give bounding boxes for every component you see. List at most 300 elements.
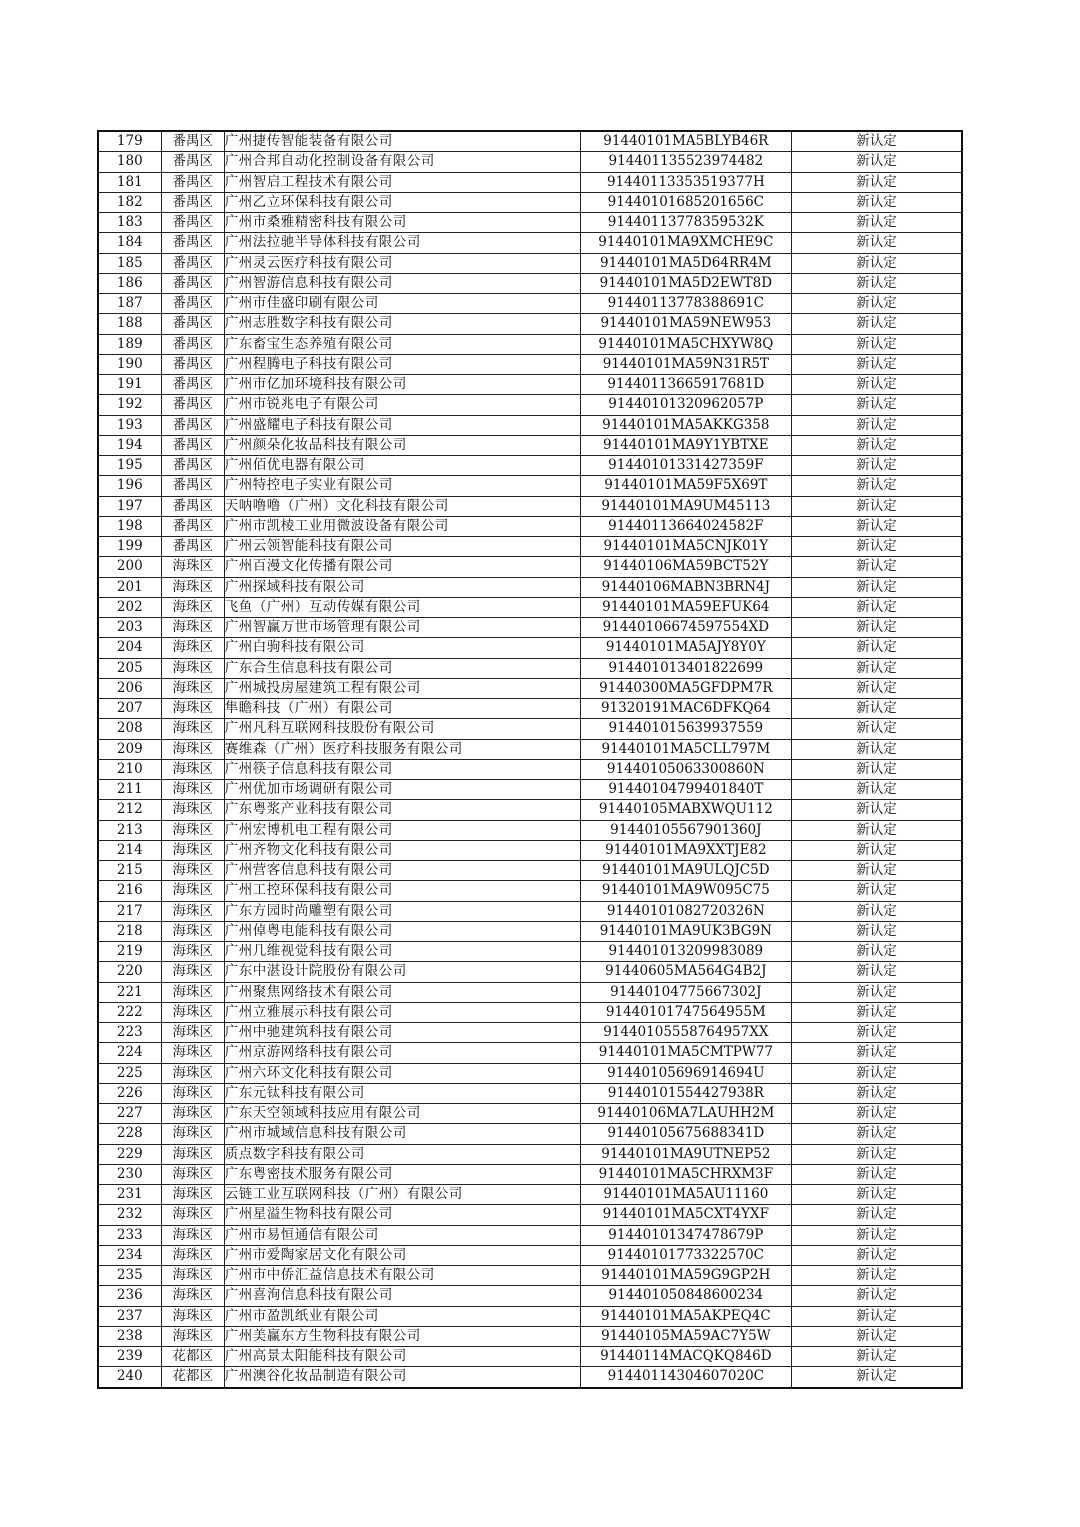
district-cell: 番禺区 [161, 314, 224, 334]
credit-code-cell: 91440101MA5AKKG358 [580, 415, 791, 435]
credit-code-cell: 91440101MA9ULQJC5D [580, 861, 791, 881]
status-cell: 新认定 [792, 942, 962, 962]
table-row [98, 1144, 962, 1164]
status-cell: 新认定 [792, 537, 962, 557]
table-row [98, 921, 962, 941]
credit-code-cell: 91440101MA59EFUK64 [580, 597, 791, 617]
table-row [98, 1367, 962, 1388]
district-cell: 海珠区 [161, 1306, 224, 1326]
district-cell: 海珠区 [161, 1063, 224, 1083]
status-cell: 新认定 [792, 557, 962, 577]
credit-code-cell: 91320191MAC6DFKQ64 [580, 699, 791, 719]
row-number: 233 [98, 1225, 161, 1245]
table-row [98, 1205, 962, 1225]
table-row [98, 1185, 962, 1205]
company-name-cell: 广州星溢生物科技有限公司 [224, 1205, 580, 1225]
status-cell: 新认定 [792, 1104, 962, 1124]
district-cell: 海珠区 [161, 759, 224, 779]
row-number: 221 [98, 982, 161, 1002]
company-name-cell: 广东粤浆产业科技有限公司 [224, 800, 580, 820]
company-name-cell: 隼瞻科技（广州）有限公司 [224, 699, 580, 719]
district-cell: 番禺区 [161, 395, 224, 415]
table-row [98, 152, 962, 172]
credit-code-cell: 91440114MACQKQ846D [580, 1347, 791, 1367]
district-cell: 海珠区 [161, 699, 224, 719]
table-row [98, 962, 962, 982]
table-row [98, 395, 962, 415]
company-name-cell: 广州市城域信息科技有限公司 [224, 1124, 580, 1144]
row-number: 227 [98, 1104, 161, 1124]
row-number: 220 [98, 962, 161, 982]
status-cell: 新认定 [792, 476, 962, 496]
table-row [98, 1124, 962, 1144]
credit-code-cell: 91440113353519377H [580, 172, 791, 192]
row-number: 210 [98, 759, 161, 779]
row-number: 215 [98, 861, 161, 881]
status-cell: 新认定 [792, 1023, 962, 1043]
row-number: 209 [98, 739, 161, 759]
row-number: 225 [98, 1063, 161, 1083]
table-row [98, 719, 962, 739]
credit-code-cell: 91440101MA9UM45113 [580, 496, 791, 516]
district-cell: 海珠区 [161, 678, 224, 698]
status-cell: 新认定 [792, 213, 962, 233]
district-cell: 番禺区 [161, 435, 224, 455]
row-number: 202 [98, 597, 161, 617]
company-name-cell: 广州智游信息科技有限公司 [224, 273, 580, 293]
status-cell: 新认定 [792, 840, 962, 860]
status-cell: 新认定 [792, 152, 962, 172]
district-cell: 海珠区 [161, 577, 224, 597]
row-number: 216 [98, 881, 161, 901]
credit-code-cell: 91440101MA5CLL797M [580, 739, 791, 759]
row-number: 199 [98, 537, 161, 557]
company-name-cell: 广东合生信息科技有限公司 [224, 658, 580, 678]
district-cell: 番禺区 [161, 192, 224, 212]
district-cell: 海珠区 [161, 1266, 224, 1286]
row-number: 230 [98, 1164, 161, 1184]
row-number: 206 [98, 678, 161, 698]
table-row [98, 213, 962, 233]
company-name-cell: 广州百漫文化传播有限公司 [224, 557, 580, 577]
district-cell: 番禺区 [161, 294, 224, 314]
company-name-cell: 广州乙立环保科技有限公司 [224, 192, 580, 212]
district-cell: 海珠区 [161, 861, 224, 881]
district-cell: 番禺区 [161, 537, 224, 557]
row-number: 211 [98, 780, 161, 800]
table-row [98, 901, 962, 921]
table-row [98, 557, 962, 577]
table-row [98, 1225, 962, 1245]
credit-code-cell: 91440106674597554XD [580, 618, 791, 638]
company-name-cell: 广州市亿加环境科技有限公司 [224, 375, 580, 395]
credit-code-cell: 91440106MABN3BRN4J [580, 577, 791, 597]
district-cell: 番禺区 [161, 354, 224, 374]
credit-code-cell: 91440300MA5GFDPM7R [580, 678, 791, 698]
credit-code-cell: 91440105MABXWQU112 [580, 800, 791, 820]
credit-code-cell: 91440101MA5D2EWT8D [580, 273, 791, 293]
district-cell: 海珠区 [161, 962, 224, 982]
district-cell: 海珠区 [161, 597, 224, 617]
table-row [98, 375, 962, 395]
credit-code-cell: 91440101MA59NEW953 [580, 314, 791, 334]
company-name-cell: 云链工业互联网科技（广州）有限公司 [224, 1185, 580, 1205]
company-name-cell: 广东粤密技术服务有限公司 [224, 1164, 580, 1184]
company-name-cell: 广州探域科技有限公司 [224, 577, 580, 597]
status-cell: 新认定 [792, 921, 962, 941]
credit-code-cell: 91440101MA9W095C75 [580, 881, 791, 901]
table-row [98, 1104, 962, 1124]
status-cell: 新认定 [792, 314, 962, 334]
row-number: 195 [98, 456, 161, 476]
row-number: 183 [98, 213, 161, 233]
district-cell: 海珠区 [161, 901, 224, 921]
status-cell: 新认定 [792, 901, 962, 921]
table-row [98, 1043, 962, 1063]
credit-code-cell: 91440113778359532K [580, 213, 791, 233]
district-cell: 番禺区 [161, 496, 224, 516]
row-number: 236 [98, 1286, 161, 1306]
table-row [98, 1164, 962, 1184]
status-cell: 新认定 [792, 192, 962, 212]
district-cell: 番禺区 [161, 172, 224, 192]
district-cell: 番禺区 [161, 253, 224, 273]
table-row [98, 456, 962, 476]
company-name-cell: 广东畜宝生态养殖有限公司 [224, 334, 580, 354]
credit-code-cell: 91440101MA5CHXYW8Q [580, 334, 791, 354]
credit-code-cell: 91440101MA5CHRXM3F [580, 1164, 791, 1184]
company-name-cell: 广州市爱陶家居文化有限公司 [224, 1245, 580, 1265]
credit-code-cell: 91440104775667302J [580, 982, 791, 1002]
company-name-cell: 广州中驰建筑科技有限公司 [224, 1023, 580, 1043]
company-name-cell: 广州合邦自动化控制设备有限公司 [224, 152, 580, 172]
status-cell: 新认定 [792, 1286, 962, 1306]
company-name-cell: 广州市佳盛印刷有限公司 [224, 294, 580, 314]
company-name-cell: 广州智启工程技术有限公司 [224, 172, 580, 192]
table-row [98, 800, 962, 820]
status-cell: 新认定 [792, 1347, 962, 1367]
status-cell: 新认定 [792, 1002, 962, 1022]
row-number: 235 [98, 1266, 161, 1286]
credit-code-cell: 91440101320962057P [580, 395, 791, 415]
status-cell: 新认定 [792, 1124, 962, 1144]
table-row [98, 476, 962, 496]
district-cell: 海珠区 [161, 1205, 224, 1225]
credit-code-cell: 91440101347478679P [580, 1225, 791, 1245]
company-name-cell: 广东中湛设计院股份有限公司 [224, 962, 580, 982]
row-number: 238 [98, 1326, 161, 1346]
row-number: 237 [98, 1306, 161, 1326]
table-row [98, 678, 962, 698]
credit-code-cell: 91440101MA5CXT4YXF [580, 1205, 791, 1225]
status-cell: 新认定 [792, 780, 962, 800]
district-cell: 海珠区 [161, 1245, 224, 1265]
status-cell: 新认定 [792, 131, 962, 152]
table-row [98, 1245, 962, 1265]
table-row [98, 415, 962, 435]
credit-code-cell: 91440105675688341D [580, 1124, 791, 1144]
row-number: 226 [98, 1083, 161, 1103]
company-name-cell: 赛维森（广州）医疗科技服务有限公司 [224, 739, 580, 759]
credit-code-cell: 91440101MA5AJY8Y0Y [580, 638, 791, 658]
status-cell: 新认定 [792, 577, 962, 597]
credit-code-cell: 91440101554427938R [580, 1083, 791, 1103]
table-row [98, 1083, 962, 1103]
row-number: 198 [98, 516, 161, 536]
table-row [98, 233, 962, 253]
company-name-cell: 广州市桑雅精密科技有限公司 [224, 213, 580, 233]
credit-code-cell: 91440101MA9XMCHE9C [580, 233, 791, 253]
company-name-cell: 广州颜朵化妆品科技有限公司 [224, 435, 580, 455]
company-name-cell: 广州宏博机电工程有限公司 [224, 820, 580, 840]
table-row [98, 131, 962, 152]
credit-code-cell: 914401013401822699 [580, 658, 791, 678]
district-cell: 海珠区 [161, 1326, 224, 1346]
status-cell: 新认定 [792, 233, 962, 253]
district-cell: 番禺区 [161, 516, 224, 536]
company-name-cell: 广东天空领域科技应用有限公司 [224, 1104, 580, 1124]
table-row [98, 1063, 962, 1083]
status-cell: 新认定 [792, 597, 962, 617]
credit-code-cell: 91440605MA564G4B2J [580, 962, 791, 982]
status-cell: 新认定 [792, 982, 962, 1002]
status-cell: 新认定 [792, 861, 962, 881]
row-number: 200 [98, 557, 161, 577]
table-row [98, 780, 962, 800]
district-cell: 番禺区 [161, 213, 224, 233]
credit-code-cell: 91440106MA59BCT52Y [580, 557, 791, 577]
table-row [98, 739, 962, 759]
district-cell: 海珠区 [161, 1124, 224, 1144]
row-number: 223 [98, 1023, 161, 1043]
table-row [98, 881, 962, 901]
company-name-cell: 广州美赢东方生物科技有限公司 [224, 1326, 580, 1346]
table-row [98, 537, 962, 557]
district-cell: 番禺区 [161, 131, 224, 152]
row-number: 231 [98, 1185, 161, 1205]
credit-code-cell: 91440104799401840T [580, 780, 791, 800]
company-name-cell: 广州云领智能科技有限公司 [224, 537, 580, 557]
table-row [98, 658, 962, 678]
company-name-cell: 广州聚焦网络技术有限公司 [224, 982, 580, 1002]
status-cell: 新认定 [792, 1063, 962, 1083]
row-number: 201 [98, 577, 161, 597]
table-row [98, 253, 962, 273]
district-cell: 海珠区 [161, 1185, 224, 1205]
status-cell: 新认定 [792, 699, 962, 719]
company-name-cell: 广州智赢万世市场管理有限公司 [224, 618, 580, 638]
table-row [98, 618, 962, 638]
status-cell: 新认定 [792, 759, 962, 779]
status-cell: 新认定 [792, 1144, 962, 1164]
row-number: 219 [98, 942, 161, 962]
credit-code-cell: 91440105558764957XX [580, 1023, 791, 1043]
row-number: 192 [98, 395, 161, 415]
district-cell: 海珠区 [161, 1023, 224, 1043]
status-cell: 新认定 [792, 962, 962, 982]
district-cell: 海珠区 [161, 658, 224, 678]
table-row [98, 496, 962, 516]
table-row [98, 294, 962, 314]
row-number: 208 [98, 719, 161, 739]
credit-code-cell: 91440101MA5CMTPW77 [580, 1043, 791, 1063]
company-name-cell: 广州特控电子实业有限公司 [224, 476, 580, 496]
district-cell: 海珠区 [161, 618, 224, 638]
company-name-cell: 广州京游网络科技有限公司 [224, 1043, 580, 1063]
table-row [98, 192, 962, 212]
row-number: 184 [98, 233, 161, 253]
credit-code-cell: 91440101MA5CNJK01Y [580, 537, 791, 557]
company-name-cell: 广州白驹科技有限公司 [224, 638, 580, 658]
district-cell: 海珠区 [161, 638, 224, 658]
status-cell: 新认定 [792, 273, 962, 293]
company-name-cell: 广州齐物文化科技有限公司 [224, 840, 580, 860]
status-cell: 新认定 [792, 375, 962, 395]
district-cell: 番禺区 [161, 415, 224, 435]
credit-code-cell: 91440105696914694U [580, 1063, 791, 1083]
credit-code-cell: 91440113778388691C [580, 294, 791, 314]
table-row [98, 597, 962, 617]
credit-code-cell: 91440101685201656C [580, 192, 791, 212]
row-number: 196 [98, 476, 161, 496]
status-cell: 新认定 [792, 678, 962, 698]
table-row [98, 840, 962, 860]
credit-code-cell: 91440101747564955M [580, 1002, 791, 1022]
company-name-cell: 广州筷子信息科技有限公司 [224, 759, 580, 779]
row-number: 229 [98, 1144, 161, 1164]
status-cell: 新认定 [792, 1205, 962, 1225]
row-number: 228 [98, 1124, 161, 1144]
table-row [98, 1266, 962, 1286]
district-cell: 海珠区 [161, 800, 224, 820]
row-number: 185 [98, 253, 161, 273]
credit-code-cell: 91440101MA59F5X69T [580, 476, 791, 496]
company-name-cell: 广州佰优电器有限公司 [224, 456, 580, 476]
credit-code-cell: 91440101MA9Y1YBTXE [580, 435, 791, 455]
district-cell: 海珠区 [161, 1225, 224, 1245]
table-row [98, 699, 962, 719]
company-name-cell: 广州市锐兆电子有限公司 [224, 395, 580, 415]
company-name-cell: 广州市盈凯纸业有限公司 [224, 1306, 580, 1326]
status-cell: 新认定 [792, 1164, 962, 1184]
credit-code-cell: 91440105MA59AC7Y5W [580, 1326, 791, 1346]
status-cell: 新认定 [792, 395, 962, 415]
district-cell: 海珠区 [161, 1002, 224, 1022]
company-name-cell: 广州志胜数字科技有限公司 [224, 314, 580, 334]
table-row [98, 982, 962, 1002]
row-number: 207 [98, 699, 161, 719]
district-cell: 海珠区 [161, 982, 224, 1002]
row-number: 239 [98, 1347, 161, 1367]
row-number: 188 [98, 314, 161, 334]
row-number: 218 [98, 921, 161, 941]
credit-code-cell: 91440105063300860N [580, 759, 791, 779]
row-number: 189 [98, 334, 161, 354]
district-cell: 番禺区 [161, 233, 224, 253]
status-cell: 新认定 [792, 1245, 962, 1265]
row-number: 194 [98, 435, 161, 455]
row-number: 181 [98, 172, 161, 192]
status-cell: 新认定 [792, 1043, 962, 1063]
credit-code-cell: 914401135523974482 [580, 152, 791, 172]
row-number: 212 [98, 800, 161, 820]
company-name-cell: 广州营客信息科技有限公司 [224, 861, 580, 881]
district-cell: 海珠区 [161, 1043, 224, 1063]
district-cell: 海珠区 [161, 1083, 224, 1103]
company-name-cell: 广州盛耀电子科技有限公司 [224, 415, 580, 435]
status-cell: 新认定 [792, 456, 962, 476]
table-row [98, 759, 962, 779]
status-cell: 新认定 [792, 435, 962, 455]
status-cell: 新认定 [792, 800, 962, 820]
status-cell: 新认定 [792, 1225, 962, 1245]
company-name-cell: 广州捷传智能装备有限公司 [224, 131, 580, 152]
table-row [98, 942, 962, 962]
credit-code-cell: 91440101MA5D64RR4M [580, 253, 791, 273]
credit-code-cell: 91440101MA5AKPEQ4C [580, 1306, 791, 1326]
company-name-cell: 广州城投房屋建筑工程有限公司 [224, 678, 580, 698]
table-row [98, 1023, 962, 1043]
credit-code-cell: 91440101MA9XXTJE82 [580, 840, 791, 860]
row-number: 191 [98, 375, 161, 395]
row-number: 182 [98, 192, 161, 212]
company-name-cell: 广州市中侨汇益信息技术有限公司 [224, 1266, 580, 1286]
table-row [98, 820, 962, 840]
credit-code-cell: 91440101MA59G9GP2H [580, 1266, 791, 1286]
district-cell: 海珠区 [161, 1286, 224, 1306]
table-row [98, 334, 962, 354]
company-name-cell: 广州几维视觉科技有限公司 [224, 942, 580, 962]
table-row [98, 273, 962, 293]
credit-code-cell: 91440105567901360J [580, 820, 791, 840]
table-row [98, 435, 962, 455]
company-name-cell: 广州灵云医疗科技有限公司 [224, 253, 580, 273]
district-cell: 海珠区 [161, 921, 224, 941]
table-row [98, 1002, 962, 1022]
district-cell: 海珠区 [161, 557, 224, 577]
row-number: 186 [98, 273, 161, 293]
credit-code-cell: 91440106MA7LAUHH2M [580, 1104, 791, 1124]
district-cell: 海珠区 [161, 881, 224, 901]
table-row [98, 516, 962, 536]
company-name-cell: 飞鱼（广州）互动传媒有限公司 [224, 597, 580, 617]
row-number: 217 [98, 901, 161, 921]
district-cell: 番禺区 [161, 334, 224, 354]
district-cell: 海珠区 [161, 1164, 224, 1184]
company-name-cell: 广州立雅展示科技有限公司 [224, 1002, 580, 1022]
row-number: 204 [98, 638, 161, 658]
district-cell: 海珠区 [161, 942, 224, 962]
district-cell: 番禺区 [161, 152, 224, 172]
district-cell: 海珠区 [161, 780, 224, 800]
credit-code-cell: 91440113664024582F [580, 516, 791, 536]
row-number: 224 [98, 1043, 161, 1063]
status-cell: 新认定 [792, 415, 962, 435]
credit-code-cell: 91440101331427359F [580, 456, 791, 476]
district-cell: 番禺区 [161, 375, 224, 395]
table-row [98, 861, 962, 881]
company-name-cell: 广州高景太阳能科技有限公司 [224, 1347, 580, 1367]
district-cell: 番禺区 [161, 456, 224, 476]
row-number: 190 [98, 354, 161, 374]
credit-code-cell: 91440101082720326N [580, 901, 791, 921]
company-name-cell: 天呐噜噜（广州）文化科技有限公司 [224, 496, 580, 516]
table-body [98, 131, 962, 1388]
company-name-cell: 广东方园时尚雕塑有限公司 [224, 901, 580, 921]
row-number: 213 [98, 820, 161, 840]
table-row [98, 1326, 962, 1346]
row-number: 240 [98, 1367, 161, 1388]
